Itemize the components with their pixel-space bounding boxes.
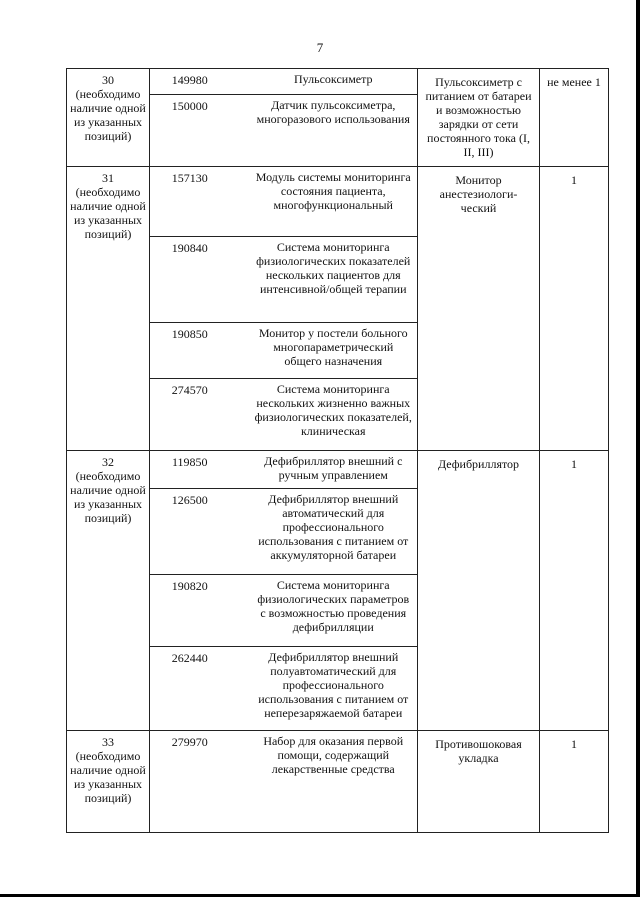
name-cell: Пульсоксиметр	[250, 69, 418, 95]
quantity-cell: не менее 1	[540, 69, 609, 167]
name-cell: Монитор у постели больного многопараметрический общего назначения	[250, 323, 418, 379]
position-number: 33	[102, 735, 114, 749]
table-row	[67, 451, 609, 489]
table-row	[67, 731, 609, 833]
position-number: 32	[102, 455, 114, 469]
name-cell: Набор для оказания первой помощи, содержащий лекарственные средства	[250, 731, 418, 833]
code-cell: 190850	[150, 323, 250, 379]
name-cell: Система мониторинга физиологических параметров с возможностью проведения дефибрилляции	[250, 575, 418, 647]
position-number: 30	[102, 73, 114, 87]
name-cell: Датчик пульсоксиметра, многоразового использования	[250, 95, 418, 167]
code-cell: 274570	[150, 379, 250, 451]
code-cell: 157130	[150, 167, 250, 237]
code-cell: 119850	[150, 451, 250, 489]
equipment-table	[66, 68, 609, 833]
position-note: (необходимо наличие одной из указанных позиций)	[70, 749, 146, 805]
position-cell	[67, 451, 150, 731]
position-cell	[67, 731, 150, 833]
code-cell: 279970	[150, 731, 250, 833]
equipment-cell: Дефибриллятор	[418, 451, 540, 731]
code-cell: 149980	[150, 69, 250, 95]
position-note: (необходимо наличие одной из указанных позиций)	[70, 185, 146, 241]
code-cell: 150000	[150, 95, 250, 167]
name-cell: Система мониторинга физиологических показателей нескольких пациентов для интенсивной/общей терапии	[250, 237, 418, 323]
name-cell: Дефибриллятор внешний автоматический для профессионального использования с питанием от аккумуляторной батареи	[250, 489, 418, 575]
name-cell: Система мониторинга нескольких жизненно важных физиологических показателей, клиническая	[250, 379, 418, 451]
code-cell: 126500	[150, 489, 250, 575]
table-row	[67, 167, 609, 237]
table-row	[67, 69, 609, 95]
equipment-cell: Монитор анестезиологи-ческий	[418, 167, 540, 451]
quantity-cell: 1	[540, 451, 609, 731]
equipment-cell: Пульсоксиметр с питанием от батареи и возможностью зарядки от сети постоянного тока (I, II, III)	[418, 69, 540, 167]
position-note: (необходимо наличие одной из указанных позиций)	[70, 469, 146, 525]
equipment-cell: Противошоковая укладка	[418, 731, 540, 833]
position-cell	[67, 167, 150, 451]
position-cell	[67, 69, 150, 167]
code-cell: 262440	[150, 647, 250, 731]
quantity-cell: 1	[540, 167, 609, 451]
page-number: 7	[316, 40, 324, 55]
code-cell: 190840	[150, 237, 250, 323]
name-cell: Дефибриллятор внешний полуавтоматический для профессионального использования с питанием от неперезаряжаемой батареи	[250, 647, 418, 731]
position-number: 31	[102, 171, 114, 185]
code-cell: 190820	[150, 575, 250, 647]
name-cell: Дефибриллятор внешний с ручным управлением	[250, 451, 418, 489]
name-cell: Модуль системы мониторинга состояния пациента, многофункциональный	[250, 167, 418, 237]
quantity-cell: 1	[540, 731, 609, 833]
scan-edge-right	[636, 0, 640, 897]
position-note: (необходимо наличие одной из указанных позиций)	[70, 87, 146, 143]
